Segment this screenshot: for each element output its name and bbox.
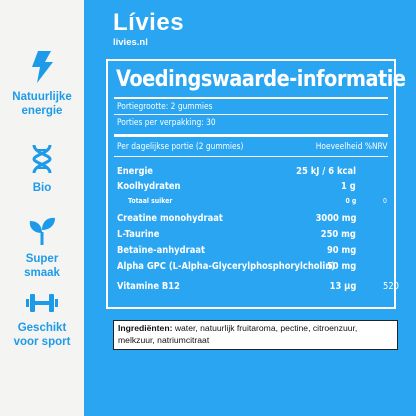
divider bbox=[114, 97, 388, 99]
brand-logo: Lívies bbox=[113, 9, 185, 36]
nutrient-name: Betaïne-anhydraat bbox=[117, 245, 206, 256]
feature-label-line: voor sport bbox=[13, 336, 71, 348]
nutrient-name: Koolhydraten bbox=[117, 181, 181, 192]
feature-label-line: energie bbox=[21, 105, 63, 117]
nutrient-amount: 0 g bbox=[345, 197, 356, 205]
sprout-icon bbox=[0, 216, 84, 246]
nutrition-panel bbox=[106, 59, 406, 309]
divider bbox=[114, 156, 388, 157]
header-left: Per dagelijkse portie (2 gummies) bbox=[117, 142, 244, 152]
nutrient-amount: 250 mg bbox=[320, 229, 356, 240]
feature-label-line: Geschikt bbox=[17, 322, 67, 334]
divider bbox=[114, 114, 388, 115]
feature-label-line: smaak bbox=[24, 267, 60, 279]
feature-label bbox=[0, 321, 84, 349]
nutrient-name: Energie bbox=[117, 166, 153, 177]
feature-label bbox=[0, 181, 84, 195]
feature-bio bbox=[0, 143, 84, 195]
divider bbox=[114, 134, 388, 137]
brand-website: livies.nl bbox=[113, 37, 148, 48]
nutrient-name: L-Taurine bbox=[117, 229, 160, 240]
dumbbell-icon bbox=[0, 291, 84, 315]
portions-per-pack: Porties per verpakking: 30 bbox=[117, 118, 216, 128]
feature-super-taste bbox=[0, 216, 84, 280]
nutrient-amount: 13 µg bbox=[329, 281, 356, 292]
header-right: Hoeveelheid %NRV bbox=[315, 142, 387, 152]
nutrient-amount: 25 kJ / 6 kcal bbox=[296, 166, 356, 177]
ingredients-box bbox=[113, 320, 398, 350]
feature-label-line: Natuurlijke bbox=[12, 91, 72, 103]
portion-size: Portiegrootte: 2 gummies bbox=[117, 102, 213, 112]
dna-icon bbox=[0, 143, 84, 175]
panel-title: Voedingswaarde-informatie bbox=[116, 66, 406, 92]
lightning-icon bbox=[0, 50, 84, 84]
feature-label bbox=[0, 90, 84, 118]
nutrient-amount: 3000 mg bbox=[315, 213, 356, 224]
feature-natural-energy bbox=[0, 50, 84, 118]
feature-label bbox=[0, 252, 84, 280]
feature-label-line: Super bbox=[25, 253, 59, 265]
nutrient-amount: 50 mg bbox=[326, 261, 356, 272]
feature-sport bbox=[0, 291, 84, 349]
nutrient-name: Creatine monohydraat bbox=[117, 213, 223, 224]
nutrient-name: Vitamine B12 bbox=[117, 281, 180, 292]
nutrient-name: Totaal suiker bbox=[128, 197, 173, 205]
nutrient-amount: 90 mg bbox=[326, 245, 356, 256]
nutrient-name: Alpha GPC (L-Alpha-Glycerylphosphorylcholin) bbox=[117, 261, 336, 272]
nutrient-nrv: 520 bbox=[383, 281, 399, 292]
ingredients-label: Ingrediënten: bbox=[118, 323, 173, 333]
nutrient-nrv: 0 bbox=[383, 197, 387, 205]
feature-sidebar bbox=[0, 0, 84, 416]
brand bbox=[113, 10, 184, 48]
ingredients-text: water, natuurlijk fruitaroma, pectine, citroenzuur, melkzuur, natriumcitraat bbox=[118, 323, 358, 345]
feature-label-line: Bio bbox=[32, 182, 52, 194]
nutrient-amount: 1 g bbox=[341, 181, 356, 192]
